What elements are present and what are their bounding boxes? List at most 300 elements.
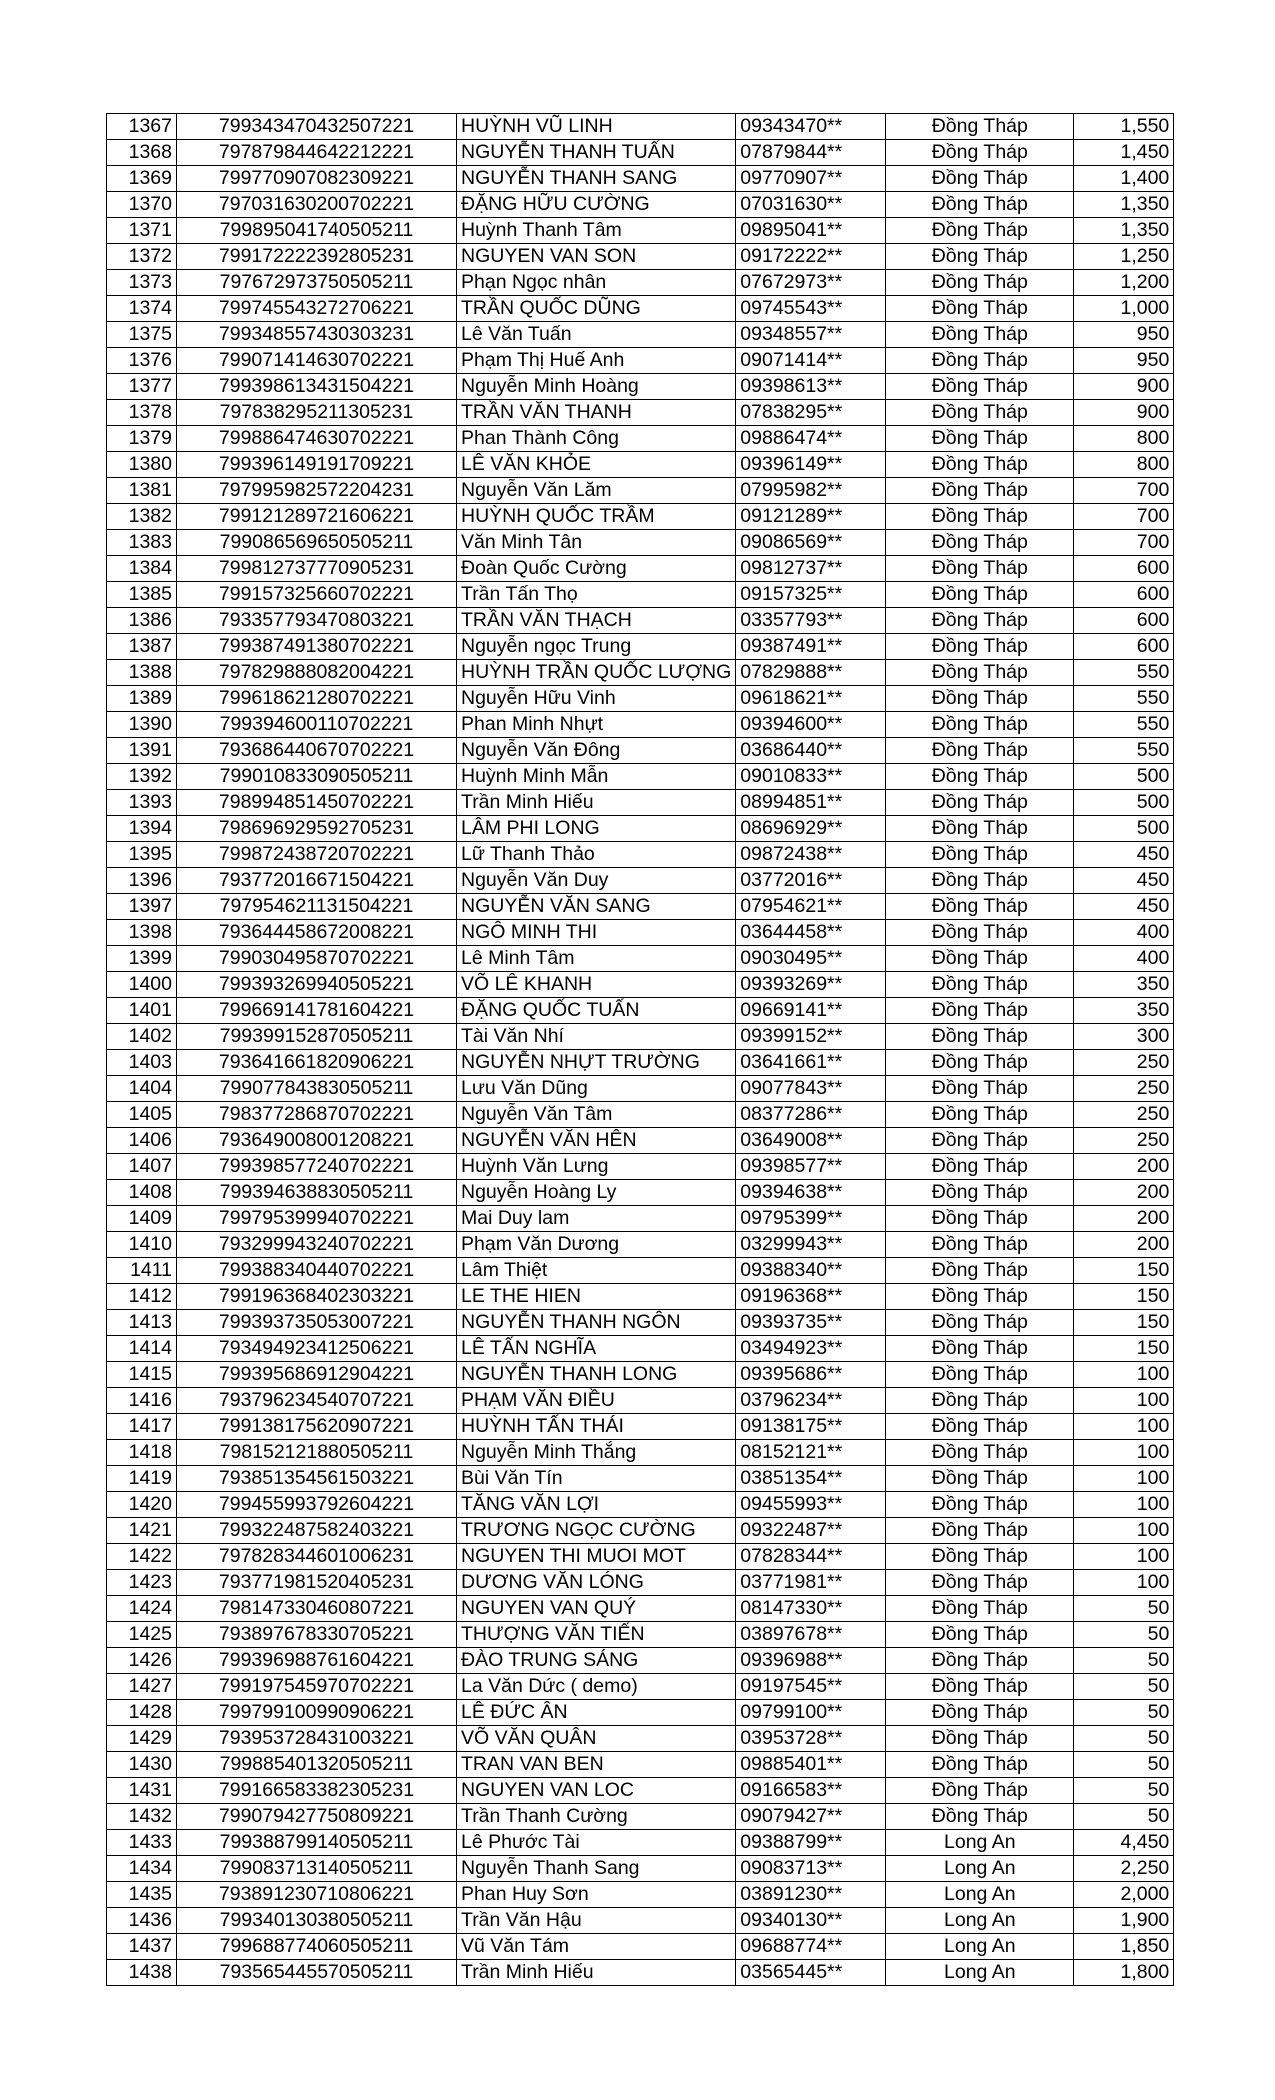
- customer-name-cell: Phạm Thị Huế Anh: [457, 348, 736, 374]
- table-row: [107, 1648, 1174, 1674]
- amount-cell: 100: [1074, 1544, 1174, 1570]
- row-number-cell: 1437: [107, 1934, 177, 1960]
- row-number-cell: 1428: [107, 1700, 177, 1726]
- row-number-cell: 1370: [107, 192, 177, 218]
- amount-cell: 100: [1074, 1388, 1174, 1414]
- customer-name-cell: VÕ LÊ KHANH: [457, 972, 736, 998]
- amount-cell: 50: [1074, 1752, 1174, 1778]
- account-id-cell: 798147330460807221: [177, 1596, 457, 1622]
- customer-name-cell: Nguyễn Hữu Vinh: [457, 686, 736, 712]
- phone-number-cell: 09322487**: [736, 1518, 886, 1544]
- customer-name-cell: Phạm Văn Dương: [457, 1232, 736, 1258]
- customer-name-cell: Nguyễn Thanh Sang: [457, 1856, 736, 1882]
- province-cell: Đồng Tháp: [886, 244, 1074, 270]
- table-row: [107, 712, 1174, 738]
- account-id-cell: 799348557430303231: [177, 322, 457, 348]
- row-number-cell: 1420: [107, 1492, 177, 1518]
- amount-cell: 500: [1074, 816, 1174, 842]
- customer-name-cell: PHẠM VĂN ĐIỀU: [457, 1388, 736, 1414]
- row-number-cell: 1426: [107, 1648, 177, 1674]
- phone-number-cell: 09399152**: [736, 1024, 886, 1050]
- amount-cell: 1,400: [1074, 166, 1174, 192]
- row-number-cell: 1391: [107, 738, 177, 764]
- account-id-cell: 793897678330705221: [177, 1622, 457, 1648]
- account-id-cell: 793565445570505211: [177, 1960, 457, 1986]
- amount-cell: 250: [1074, 1128, 1174, 1154]
- phone-number-cell: 03644458**: [736, 920, 886, 946]
- amount-cell: 100: [1074, 1570, 1174, 1596]
- row-number-cell: 1394: [107, 816, 177, 842]
- customer-name-cell: Nguyễn ngọc Trung: [457, 634, 736, 660]
- phone-number-cell: 09157325**: [736, 582, 886, 608]
- amount-cell: 550: [1074, 686, 1174, 712]
- account-id-cell: 799399152870505211: [177, 1024, 457, 1050]
- amount-cell: 1,450: [1074, 140, 1174, 166]
- table-row: [107, 1154, 1174, 1180]
- amount-cell: 1,200: [1074, 270, 1174, 296]
- phone-number-cell: 09669141**: [736, 998, 886, 1024]
- province-cell: Đồng Tháp: [886, 166, 1074, 192]
- amount-cell: 800: [1074, 426, 1174, 452]
- table-row: [107, 1076, 1174, 1102]
- account-id-cell: 797672973750505211: [177, 270, 457, 296]
- table-row: [107, 270, 1174, 296]
- customer-name-cell: Văn Minh Tân: [457, 530, 736, 556]
- province-cell: Đồng Tháp: [886, 296, 1074, 322]
- row-number-cell: 1369: [107, 166, 177, 192]
- account-id-cell: 793641661820906221: [177, 1050, 457, 1076]
- amount-cell: 150: [1074, 1336, 1174, 1362]
- phone-number-cell: 09396988**: [736, 1648, 886, 1674]
- table-row: [107, 530, 1174, 556]
- phone-number-cell: 09172222**: [736, 244, 886, 270]
- customer-name-cell: NGUYEN THI MUOI MOT: [457, 1544, 736, 1570]
- amount-cell: 2,250: [1074, 1856, 1174, 1882]
- phone-number-cell: 09343470**: [736, 114, 886, 140]
- province-cell: Đồng Tháp: [886, 400, 1074, 426]
- province-cell: Đồng Tháp: [886, 1258, 1074, 1284]
- account-id-cell: 797031630200702221: [177, 192, 457, 218]
- row-number-cell: 1371: [107, 218, 177, 244]
- table-row: [107, 1700, 1174, 1726]
- province-cell: Đồng Tháp: [886, 1648, 1074, 1674]
- province-cell: Đồng Tháp: [886, 426, 1074, 452]
- phone-number-cell: 07838295**: [736, 400, 886, 426]
- amount-cell: 100: [1074, 1466, 1174, 1492]
- customer-name-cell: HUỲNH TẤN THÁI: [457, 1414, 736, 1440]
- account-id-cell: 799388340440702221: [177, 1258, 457, 1284]
- province-cell: Đồng Tháp: [886, 114, 1074, 140]
- row-number-cell: 1425: [107, 1622, 177, 1648]
- row-number-cell: 1386: [107, 608, 177, 634]
- amount-cell: 50: [1074, 1804, 1174, 1830]
- account-id-cell: 793686440670702221: [177, 738, 457, 764]
- customer-name-cell: Phan Minh Nhựt: [457, 712, 736, 738]
- customer-name-cell: LÂM PHI LONG: [457, 816, 736, 842]
- account-id-cell: 799387491380702221: [177, 634, 457, 660]
- phone-number-cell: 09770907**: [736, 166, 886, 192]
- province-cell: Đồng Tháp: [886, 374, 1074, 400]
- row-number-cell: 1375: [107, 322, 177, 348]
- customer-name-cell: HUỲNH TRẦN QUỐC LƯỢNG: [457, 660, 736, 686]
- province-cell: Đồng Tháp: [886, 1726, 1074, 1752]
- province-cell: Đồng Tháp: [886, 1622, 1074, 1648]
- amount-cell: 100: [1074, 1440, 1174, 1466]
- table-row: [107, 1388, 1174, 1414]
- row-number-cell: 1417: [107, 1414, 177, 1440]
- province-cell: Đồng Tháp: [886, 1102, 1074, 1128]
- phone-number-cell: 03771981**: [736, 1570, 886, 1596]
- row-number-cell: 1397: [107, 894, 177, 920]
- amount-cell: 50: [1074, 1726, 1174, 1752]
- customer-name-cell: DƯƠNG VĂN LÓNG: [457, 1570, 736, 1596]
- customer-name-cell: NGUYỄN NHỰT TRƯỜNG: [457, 1050, 736, 1076]
- phone-number-cell: 03796234**: [736, 1388, 886, 1414]
- row-number-cell: 1423: [107, 1570, 177, 1596]
- row-number-cell: 1372: [107, 244, 177, 270]
- phone-number-cell: 03772016**: [736, 868, 886, 894]
- table-row: [107, 166, 1174, 192]
- amount-cell: 2,000: [1074, 1882, 1174, 1908]
- table-row: [107, 322, 1174, 348]
- row-number-cell: 1404: [107, 1076, 177, 1102]
- phone-number-cell: 09396149**: [736, 452, 886, 478]
- account-id-cell: 799669141781604221: [177, 998, 457, 1024]
- table-row: [107, 790, 1174, 816]
- amount-cell: 100: [1074, 1518, 1174, 1544]
- table-row: [107, 1544, 1174, 1570]
- province-cell: Đồng Tháp: [886, 452, 1074, 478]
- account-id-cell: 799886474630702221: [177, 426, 457, 452]
- province-cell: Đồng Tháp: [886, 1050, 1074, 1076]
- province-cell: Đồng Tháp: [886, 764, 1074, 790]
- phone-number-cell: 09030495**: [736, 946, 886, 972]
- province-cell: Đồng Tháp: [886, 192, 1074, 218]
- row-number-cell: 1418: [107, 1440, 177, 1466]
- account-id-cell: 799071414630702221: [177, 348, 457, 374]
- province-cell: Đồng Tháp: [886, 1570, 1074, 1596]
- phone-number-cell: 09393735**: [736, 1310, 886, 1336]
- table-row: [107, 1752, 1174, 1778]
- amount-cell: 350: [1074, 998, 1174, 1024]
- account-id-cell: 799343470432507221: [177, 114, 457, 140]
- amount-cell: 550: [1074, 660, 1174, 686]
- account-id-cell: 799745543272706221: [177, 296, 457, 322]
- row-number-cell: 1390: [107, 712, 177, 738]
- row-number-cell: 1410: [107, 1232, 177, 1258]
- phone-number-cell: 09086569**: [736, 530, 886, 556]
- amount-cell: 1,000: [1074, 296, 1174, 322]
- amount-cell: 950: [1074, 348, 1174, 374]
- table-row: [107, 868, 1174, 894]
- table-row: [107, 764, 1174, 790]
- phone-number-cell: 07829888**: [736, 660, 886, 686]
- customer-name-cell: Tài Văn Nhí: [457, 1024, 736, 1050]
- amount-cell: 450: [1074, 894, 1174, 920]
- amount-cell: 50: [1074, 1674, 1174, 1700]
- amount-cell: 900: [1074, 374, 1174, 400]
- table-row: [107, 1492, 1174, 1518]
- amount-cell: 550: [1074, 738, 1174, 764]
- table-row: [107, 478, 1174, 504]
- table-row: [107, 1024, 1174, 1050]
- province-cell: Đồng Tháp: [886, 1804, 1074, 1830]
- account-id-cell: 799795399940702221: [177, 1206, 457, 1232]
- row-number-cell: 1424: [107, 1596, 177, 1622]
- phone-number-cell: 09799100**: [736, 1700, 886, 1726]
- account-id-cell: 799083713140505211: [177, 1856, 457, 1882]
- account-id-cell: 799322487582403221: [177, 1518, 457, 1544]
- phone-number-cell: 08994851**: [736, 790, 886, 816]
- account-id-cell: 793649008001208221: [177, 1128, 457, 1154]
- table-row: [107, 920, 1174, 946]
- amount-cell: 50: [1074, 1648, 1174, 1674]
- row-number-cell: 1406: [107, 1128, 177, 1154]
- amount-cell: 700: [1074, 478, 1174, 504]
- row-number-cell: 1415: [107, 1362, 177, 1388]
- table-row: [107, 1882, 1174, 1908]
- table-row: [107, 1206, 1174, 1232]
- customer-name-cell: Huỳnh Minh Mẫn: [457, 764, 736, 790]
- province-cell: Đồng Tháp: [886, 1596, 1074, 1622]
- customer-name-cell: Mai Duy lam: [457, 1206, 736, 1232]
- phone-number-cell: 03357793**: [736, 608, 886, 634]
- account-id-cell: 799172222392805231: [177, 244, 457, 270]
- phone-number-cell: 03565445**: [736, 1960, 886, 1986]
- row-number-cell: 1416: [107, 1388, 177, 1414]
- row-number-cell: 1412: [107, 1284, 177, 1310]
- account-id-cell: 799393735053007221: [177, 1310, 457, 1336]
- phone-number-cell: 09812737**: [736, 556, 886, 582]
- phone-number-cell: 09121289**: [736, 504, 886, 530]
- phone-number-cell: 07828344**: [736, 1544, 886, 1570]
- customer-name-cell: Trần Minh Hiếu: [457, 790, 736, 816]
- account-id-cell: 793644458672008221: [177, 920, 457, 946]
- table-row: [107, 1466, 1174, 1492]
- amount-cell: 250: [1074, 1050, 1174, 1076]
- phone-number-cell: 09083713**: [736, 1856, 886, 1882]
- table-row: [107, 244, 1174, 270]
- table-row: [107, 426, 1174, 452]
- row-number-cell: 1374: [107, 296, 177, 322]
- row-number-cell: 1377: [107, 374, 177, 400]
- customer-name-cell: LÊ VĂN KHỎE: [457, 452, 736, 478]
- customer-name-cell: Bùi Văn Tín: [457, 1466, 736, 1492]
- account-id-cell: 799393269940505221: [177, 972, 457, 998]
- row-number-cell: 1407: [107, 1154, 177, 1180]
- table-row: [107, 1310, 1174, 1336]
- customer-name-cell: Nguyễn Văn Lăm: [457, 478, 736, 504]
- customer-name-cell: Huỳnh Thanh Tâm: [457, 218, 736, 244]
- row-number-cell: 1398: [107, 920, 177, 946]
- table-row: [107, 1726, 1174, 1752]
- province-cell: Đồng Tháp: [886, 634, 1074, 660]
- account-id-cell: 799395686912904221: [177, 1362, 457, 1388]
- customer-name-cell: Trần Văn Hậu: [457, 1908, 736, 1934]
- table-row: [107, 1128, 1174, 1154]
- row-number-cell: 1373: [107, 270, 177, 296]
- table-row: [107, 1180, 1174, 1206]
- amount-cell: 100: [1074, 1362, 1174, 1388]
- amount-cell: 4,450: [1074, 1830, 1174, 1856]
- amount-cell: 1,250: [1074, 244, 1174, 270]
- province-cell: Long An: [886, 1960, 1074, 1986]
- account-id-cell: 799077843830505211: [177, 1076, 457, 1102]
- row-number-cell: 1431: [107, 1778, 177, 1804]
- amount-cell: 150: [1074, 1310, 1174, 1336]
- row-number-cell: 1403: [107, 1050, 177, 1076]
- amount-cell: 1,550: [1074, 114, 1174, 140]
- province-cell: Đồng Tháp: [886, 1700, 1074, 1726]
- table-row: [107, 998, 1174, 1024]
- customer-name-cell: NGUYỄN VĂN HÊN: [457, 1128, 736, 1154]
- table-row: [107, 1622, 1174, 1648]
- row-number-cell: 1401: [107, 998, 177, 1024]
- account-id-cell: 799872438720702221: [177, 842, 457, 868]
- province-cell: Long An: [886, 1856, 1074, 1882]
- amount-cell: 500: [1074, 790, 1174, 816]
- amount-cell: 800: [1074, 452, 1174, 478]
- province-cell: Đồng Tháp: [886, 1024, 1074, 1050]
- row-number-cell: 1438: [107, 1960, 177, 1986]
- account-id-cell: 797829888082004221: [177, 660, 457, 686]
- account-id-cell: 799618621280702221: [177, 686, 457, 712]
- customer-name-cell: Phan Thành Công: [457, 426, 736, 452]
- phone-number-cell: 09196368**: [736, 1284, 886, 1310]
- row-number-cell: 1427: [107, 1674, 177, 1700]
- customer-name-cell: La Văn Dức ( demo): [457, 1674, 736, 1700]
- account-id-cell: 797995982572204231: [177, 478, 457, 504]
- table-row: [107, 1284, 1174, 1310]
- province-cell: Đồng Tháp: [886, 1752, 1074, 1778]
- amount-cell: 500: [1074, 764, 1174, 790]
- row-number-cell: 1381: [107, 478, 177, 504]
- row-number-cell: 1400: [107, 972, 177, 998]
- row-number-cell: 1435: [107, 1882, 177, 1908]
- account-id-cell: 799394600110702221: [177, 712, 457, 738]
- phone-number-cell: 08152121**: [736, 1440, 886, 1466]
- customer-name-cell: Phan Huy Sơn: [457, 1882, 736, 1908]
- table-row: [107, 1414, 1174, 1440]
- customer-name-cell: Lê Minh Tâm: [457, 946, 736, 972]
- province-cell: Đồng Tháp: [886, 218, 1074, 244]
- province-cell: Đồng Tháp: [886, 582, 1074, 608]
- table-row: [107, 1596, 1174, 1622]
- phone-number-cell: 09393269**: [736, 972, 886, 998]
- table-row: [107, 140, 1174, 166]
- customer-name-cell: Nguyễn Minh Hoàng: [457, 374, 736, 400]
- table-row: [107, 1258, 1174, 1284]
- account-id-cell: 793796234540707221: [177, 1388, 457, 1414]
- row-number-cell: 1385: [107, 582, 177, 608]
- phone-number-cell: 09394638**: [736, 1180, 886, 1206]
- province-cell: Đồng Tháp: [886, 1180, 1074, 1206]
- province-cell: Đồng Tháp: [886, 842, 1074, 868]
- table-row: [107, 400, 1174, 426]
- row-number-cell: 1392: [107, 764, 177, 790]
- customer-name-cell: TRẦN VĂN THANH: [457, 400, 736, 426]
- province-cell: Đồng Tháp: [886, 556, 1074, 582]
- province-cell: Đồng Tháp: [886, 712, 1074, 738]
- province-cell: Đồng Tháp: [886, 1544, 1074, 1570]
- phone-number-cell: 09388340**: [736, 1258, 886, 1284]
- customer-name-cell: Lưu Văn Dũng: [457, 1076, 736, 1102]
- account-id-cell: 799799100990906221: [177, 1700, 457, 1726]
- table-row: [107, 608, 1174, 634]
- table-row: [107, 374, 1174, 400]
- row-number-cell: 1433: [107, 1830, 177, 1856]
- amount-cell: 50: [1074, 1700, 1174, 1726]
- amount-cell: 100: [1074, 1414, 1174, 1440]
- account-id-cell: 799388799140505211: [177, 1830, 457, 1856]
- amount-cell: 150: [1074, 1284, 1174, 1310]
- table-row: [107, 1050, 1174, 1076]
- phone-number-cell: 09455993**: [736, 1492, 886, 1518]
- amount-cell: 250: [1074, 1076, 1174, 1102]
- row-number-cell: 1414: [107, 1336, 177, 1362]
- account-id-cell: 799396149191709221: [177, 452, 457, 478]
- table-row: [107, 1908, 1174, 1934]
- province-cell: Đồng Tháp: [886, 1232, 1074, 1258]
- phone-number-cell: 09618621**: [736, 686, 886, 712]
- province-cell: Đồng Tháp: [886, 478, 1074, 504]
- amount-cell: 50: [1074, 1596, 1174, 1622]
- row-number-cell: 1395: [107, 842, 177, 868]
- province-cell: Đồng Tháp: [886, 920, 1074, 946]
- row-number-cell: 1389: [107, 686, 177, 712]
- table-row: [107, 686, 1174, 712]
- amount-cell: 450: [1074, 842, 1174, 868]
- province-cell: Đồng Tháp: [886, 1778, 1074, 1804]
- phone-number-cell: 09197545**: [736, 1674, 886, 1700]
- province-cell: Đồng Tháp: [886, 1440, 1074, 1466]
- phone-number-cell: 09395686**: [736, 1362, 886, 1388]
- customer-name-cell: HUỲNH QUỐC TRẦM: [457, 504, 736, 530]
- customer-name-cell: NGUYỄN THANH TUẤN: [457, 140, 736, 166]
- province-cell: Đồng Tháp: [886, 1154, 1074, 1180]
- account-id-cell: 799394638830505211: [177, 1180, 457, 1206]
- phone-number-cell: 03494923**: [736, 1336, 886, 1362]
- province-cell: Đồng Tháp: [886, 504, 1074, 530]
- customer-name-cell: HUỲNH VŨ LINH: [457, 114, 736, 140]
- province-cell: Đồng Tháp: [886, 1206, 1074, 1232]
- phone-number-cell: 09885401**: [736, 1752, 886, 1778]
- customer-name-cell: TRAN VAN BEN: [457, 1752, 736, 1778]
- table-row: [107, 634, 1174, 660]
- amount-cell: 400: [1074, 920, 1174, 946]
- amount-cell: 50: [1074, 1778, 1174, 1804]
- province-cell: Đồng Tháp: [886, 686, 1074, 712]
- table-row: [107, 842, 1174, 868]
- amount-cell: 200: [1074, 1232, 1174, 1258]
- row-number-cell: 1379: [107, 426, 177, 452]
- customer-name-cell: Đoàn Quốc Cường: [457, 556, 736, 582]
- amount-cell: 400: [1074, 946, 1174, 972]
- table-row: [107, 1362, 1174, 1388]
- phone-number-cell: 09398613**: [736, 374, 886, 400]
- amount-cell: 700: [1074, 504, 1174, 530]
- row-number-cell: 1430: [107, 1752, 177, 1778]
- customer-name-cell: Trần Tấn Thọ: [457, 582, 736, 608]
- table-row: [107, 1856, 1174, 1882]
- row-number-cell: 1422: [107, 1544, 177, 1570]
- phone-number-cell: 08147330**: [736, 1596, 886, 1622]
- account-id-cell: 793772016671504221: [177, 868, 457, 894]
- table-row: [107, 946, 1174, 972]
- amount-cell: 350: [1074, 972, 1174, 998]
- row-number-cell: 1393: [107, 790, 177, 816]
- account-id-cell: 797879844642212221: [177, 140, 457, 166]
